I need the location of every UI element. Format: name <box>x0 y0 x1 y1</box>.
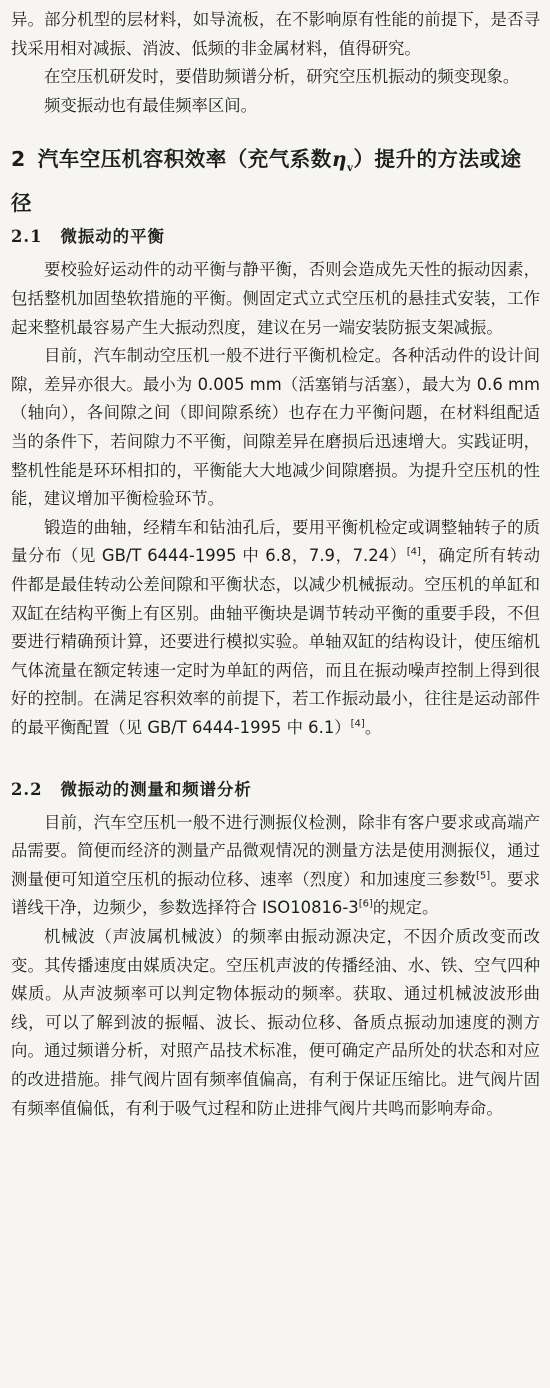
eta-symbol: $\eta_v$ <box>331 147 354 175</box>
section-title-part-a: 汽车空压机容积效率（充气系数 <box>37 147 332 172</box>
paragraph-continued: 异。部分机型的层材料，如导流板，在不影响原有性能的前提下，是否寻找采用相对减振、消波、低频的非金属材料，值得研究。 <box>11 10 540 58</box>
reference-4: [4] <box>406 546 421 558</box>
subsection-title: 微振动的平衡 <box>60 227 165 247</box>
paragraph-spectrum-analysis: 在空压机研发时，要借助频谱分析，研究空压机振动的频变现象。 <box>44 67 520 87</box>
paragraph-frequency-interval: 频变振动也有最佳频率区间。 <box>44 95 258 115</box>
paragraph-mechanical-wave: 机械波（声波属机械波）的频率由振动源决定，不因介质改变而改变。其传播速度由媒质决定。空压机声波的传播经油、水、铁、空气四种媒质。从声波频率可以判定物体振动的频率。获取、通过机械波波形曲线，可以了解到波的振幅、波长、振动位移、备质点振动加速度的测方向。通过频谱分析，对照产品技术标准，便可确定产品所处的状态和对应的改进措施。排气阀片固有频率值偏高，有利于保证压缩比。进气阀片固有频率值偏低，有利于吸气过程和防止进排气阀片共鸣而影响寿命。 <box>11 926 540 1118</box>
paragraph-vibration-measurement: 目前，汽车空压机一般不进行测振仪检测，除非有客户要求或高端产品需要。简便而经济的测量产品微观情况的测量方法是使用测振仪，通过测量便可知道空压机的振动位移、速率（烈度）和加速度三参数[5]。要求谱线干净，边频少，参数选择符合 ISO10816-3[6]的规定。 <box>11 812 541 918</box>
reference-6: [6] <box>358 898 373 910</box>
reference-4-second: [4] <box>350 718 365 730</box>
subsection-title: 微振动的测量和频谱分析 <box>60 779 252 799</box>
paragraph-crankshaft: 锻造的曲轴，经精车和钻油孔后，要用平衡机检定或调整轴转子的质量分布（见 GB/T 6444-1995 中 6.8，7.9，7.24）[4]，确定所有转动件都是最佳转动公差间隙和平衡状态，以减少机械振动。空压机的单缸和双缸在结构平衡上有区别。曲轴平衡块是调节转动平衡的重要手段，不但要进行精确预计算，还要进行模拟实验。单轴双缸的结构设计，使压缩机气体流量在额定转速一定时为单缸的两倍，而且在振动噪声控制上得到很好的控制。在满足容积效率的前提下，若工作振动最小，往往是运动部件的最平衡配置（见 GB/T 6444-1995 中 6.1）[4]。 <box>11 517 541 737</box>
subsection-2-2-heading <box>11 777 540 803</box>
section-number: 2 <box>11 147 26 172</box>
subsection-number: 2.1 <box>11 227 43 247</box>
subsection-2-1-heading <box>11 224 540 250</box>
section-title-part-b: ）提升的方法或途径 <box>11 147 522 216</box>
paragraph-balance-check: 要校验好运动件的动平衡与静平衡，否则会造成先天性的振动因素，包括整机加固垫软措施的平衡。侧固定式立式空压机的悬挂式安装，工作起来整机最容易产生大振动烈度，建议在另一端安装防振支架减振。 <box>11 260 540 337</box>
reference-5: [5] <box>476 870 491 882</box>
subsection-number: 2.2 <box>11 779 43 799</box>
paragraph-clearance: 目前，汽车制动空压机一般不进行平衡机检定。各种活动件的设计间隙，差异亦很大。最小为 0.005 mm（活塞销与活塞），最大为 0.6 mm（轴向），各间隙之间（即间隙系统）也存在力平衡问题，在材料组配适当的条件下，若间隙力不平衡，间隙差异在磨损后迅速增大。实践证明，整机性能是环环相扣的，平衡能大大地减少间隙磨损。为提升空压机的性能，建议增加平衡检验环节。 <box>11 346 540 509</box>
section-2-heading <box>11 142 540 220</box>
